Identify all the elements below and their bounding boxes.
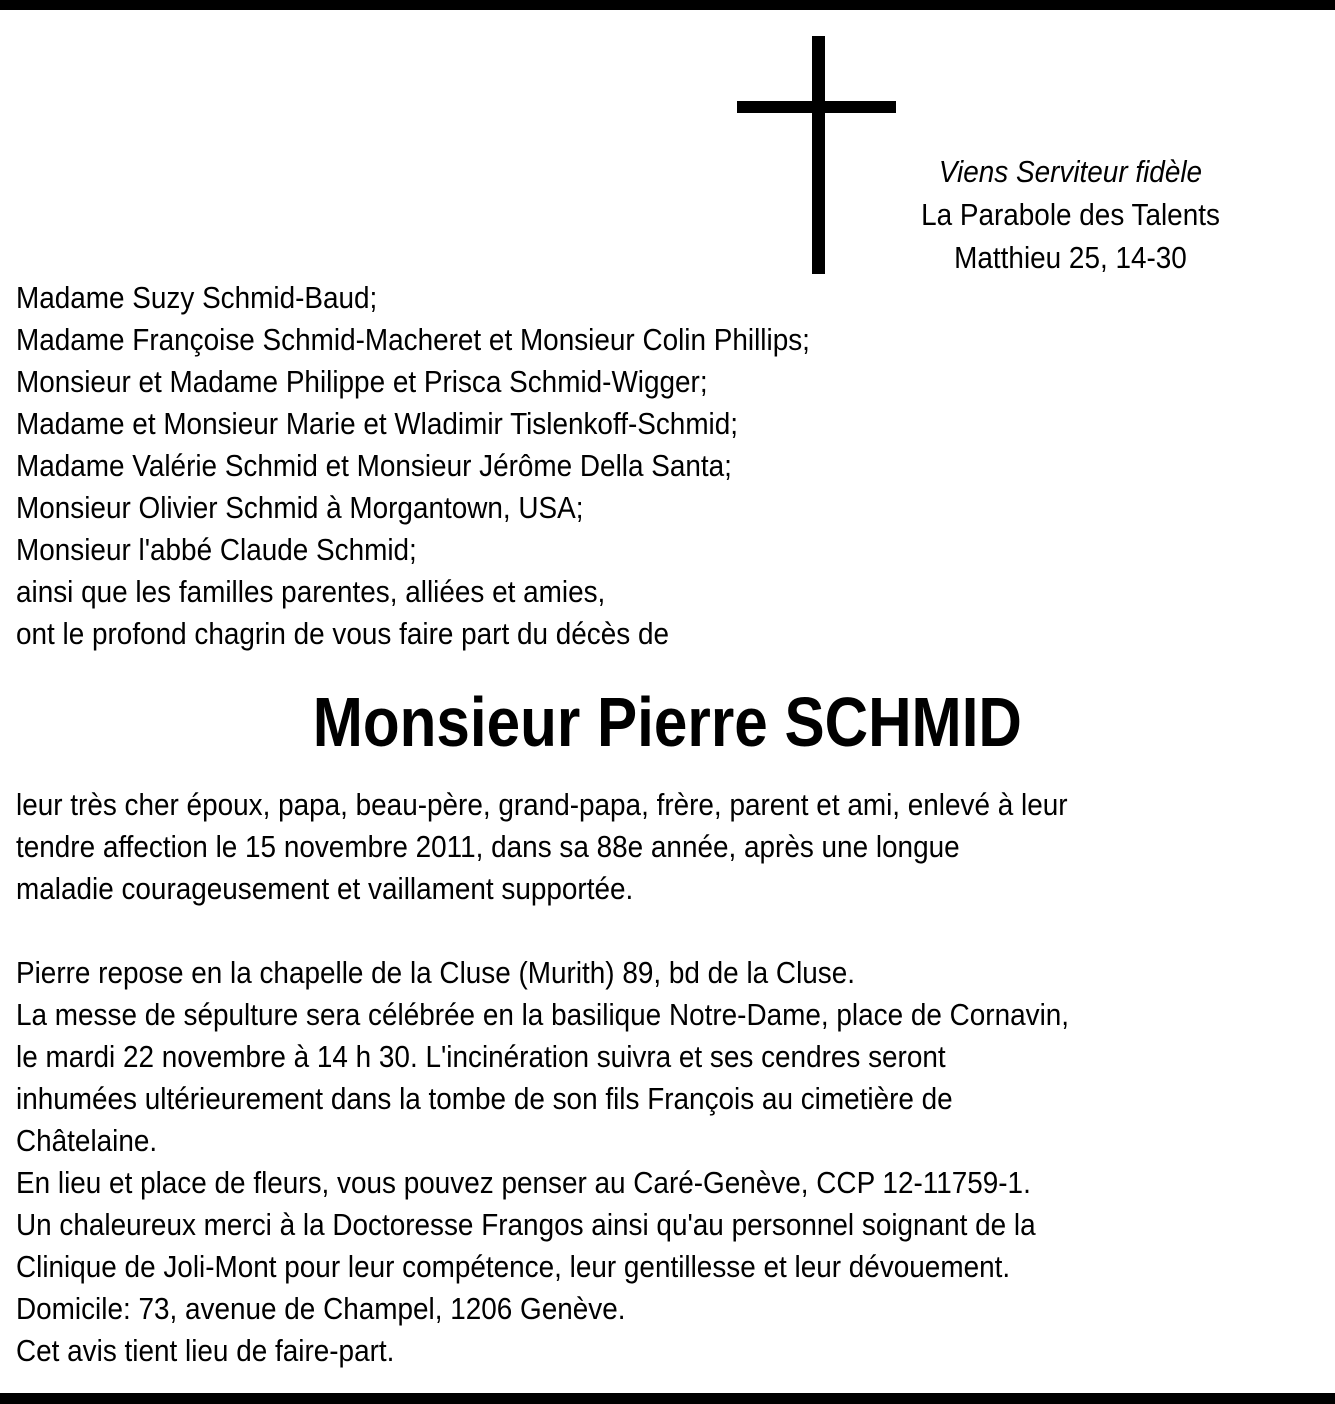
paragraph-line: maladie courageusement et vaillament supportée. xyxy=(16,871,634,906)
paragraph-line: En lieu et place de fleurs, vous pouvez penser au Caré-Genève, CCP 12-11759-1. xyxy=(16,1165,1031,1200)
family-line: Madame Françoise Schmid-Macheret et Monsieur Colin Phillips; xyxy=(16,322,810,357)
verse-quote: Viens Serviteur fidèle xyxy=(938,154,1203,189)
family-line: Madame Valérie Schmid et Monsieur Jérôme Della Santa; xyxy=(16,448,732,483)
paragraph-line: tendre affection le 15 novembre 2011, dans sa 88e année, après une longue xyxy=(16,829,960,864)
paragraph-line: La messe de sépulture sera célébrée en la basilique Notre-Dame, place de Cornavin, xyxy=(16,997,1070,1032)
paragraph-line: le mardi 22 novembre à 14 h 30. L'incinération suivra et ses cendres seront xyxy=(16,1039,946,1074)
family-line: Monsieur Olivier Schmid à Morgantown, USA; xyxy=(16,490,584,525)
verse-reference: Matthieu 25, 14-30 xyxy=(954,240,1187,275)
cross-vertical-bar xyxy=(812,36,825,274)
deceased-name-heading xyxy=(0,678,1335,766)
paragraph-line: Châtelaine. xyxy=(16,1123,158,1158)
deceased-name: Monsieur Pierre SCHMID xyxy=(312,683,1023,761)
family-line: ainsi que les familles parentes, alliées et amies, xyxy=(16,574,606,609)
family-line: Monsieur l'abbé Claude Schmid; xyxy=(16,532,417,567)
paragraph-line: inhumées ultérieurement dans la tombe de son fils François au cimetière de xyxy=(16,1081,953,1116)
family-line: Monsieur et Madame Philippe et Prisca Schmid-Wigger; xyxy=(16,364,708,399)
scripture-verse xyxy=(895,150,1246,279)
cross-horizontal-bar xyxy=(737,101,896,113)
paragraph-line: leur très cher époux, papa, beau-père, grand-papa, frère, parent et ami, enlevé à leur xyxy=(16,787,1068,822)
paragraph-line: Cet avis tient lieu de faire-part. xyxy=(16,1333,395,1368)
family-line: Madame Suzy Schmid-Baud; xyxy=(16,280,378,315)
top-border-rule xyxy=(0,0,1335,10)
paragraph-line: Clinique de Joli-Mont pour leur compétence, leur gentillesse et leur dévouement. xyxy=(16,1249,1011,1284)
family-line: Madame et Monsieur Marie et Wladimir Tislenkoff-Schmid; xyxy=(16,406,739,441)
verse-title: La Parabole des Talents xyxy=(921,197,1220,232)
paragraph-line: Domicile: 73, avenue de Champel, 1206 Genève. xyxy=(16,1291,626,1326)
bottom-border-rule xyxy=(0,1393,1335,1404)
paragraph-line: Un chaleureux merci à la Doctoresse Frangos ainsi qu'au personnel soignant de la xyxy=(16,1207,1036,1242)
family-line: ont le profond chagrin de vous faire part du décès de xyxy=(16,616,669,651)
paragraph-line: Pierre repose en la chapelle de la Cluse (Murith) 89, bd de la Cluse. xyxy=(16,955,856,990)
obituary-paragraph-1 xyxy=(16,784,1068,910)
family-list xyxy=(16,277,810,655)
obituary-paragraph-2 xyxy=(16,952,1069,1372)
